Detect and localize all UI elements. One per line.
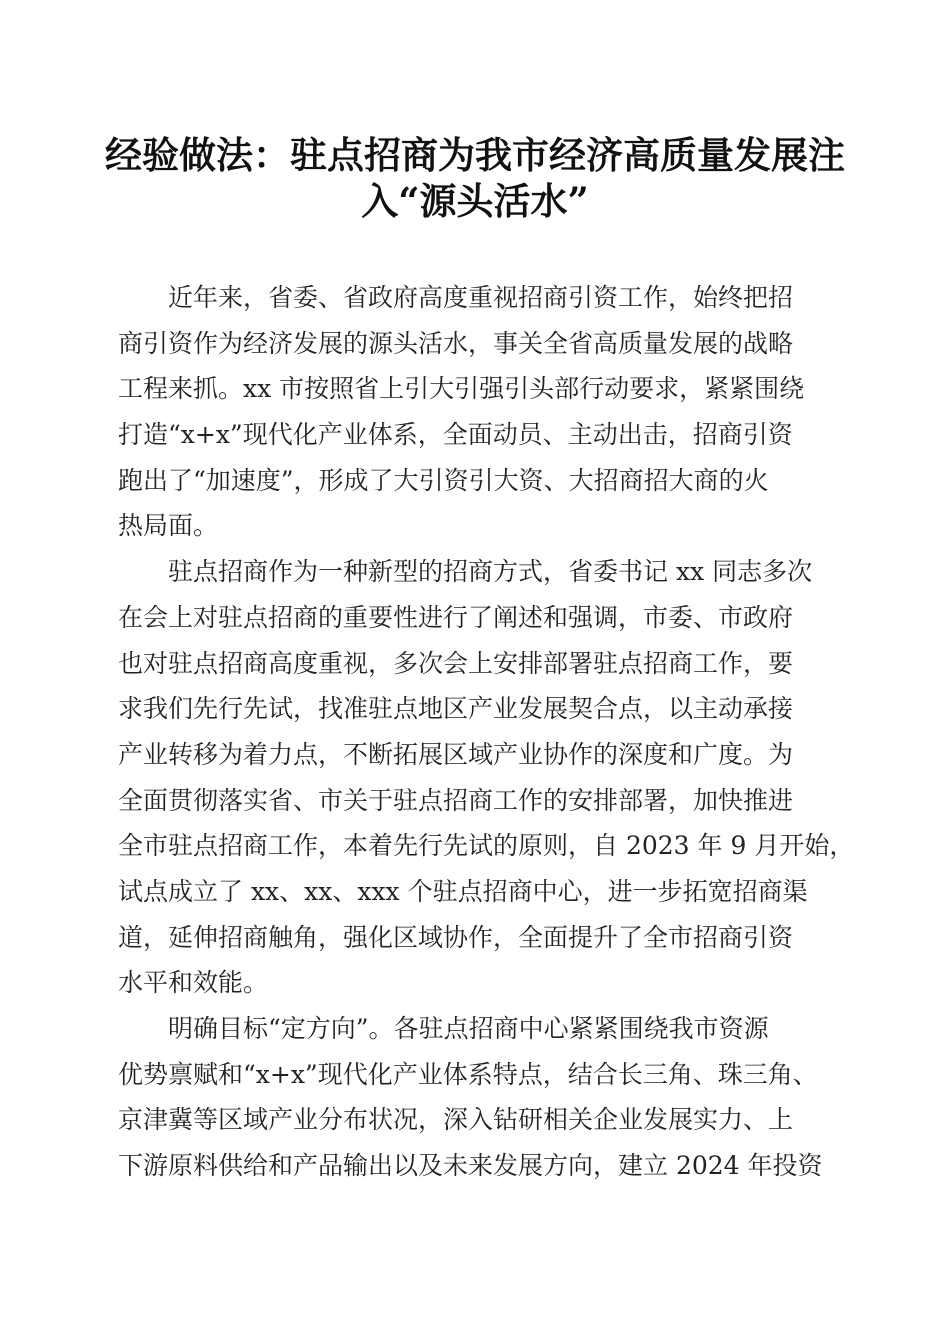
text-line: 优势禀赋和“x+x”现代化产业体系特点，结合长三角、珠三角、 [118,1059,818,1089]
text-line: 水平和效能。 [118,968,269,998]
text-line: 打造“x+x”现代化产业体系，全面动员、主动出击，招商引资 [118,420,793,450]
text-line: 跑出了“加速度”，形成了大引资引大资、大招商招大商的火 [118,465,769,495]
text-line: 驻点招商作为一种新型的招商方式，省委书记 xx 同志多次 [118,557,813,587]
text-line: 求我们先行先试，找准驻点地区产业发展契合点，以主动承接 [118,694,794,724]
text-line: 京津冀等区域产业分布状况，深入钻研相关企业发展实力、上 [118,1105,794,1135]
text-line: 工程来抓。xx 市按照省上引大引强引头部行动要求，紧紧围绕 [118,374,805,404]
title-line-2: 入“源头活水” [361,179,589,223]
paragraph-3 [118,1006,838,1189]
text-line: 全面贯彻落实省、市关于驻点招商工作的安排部署，加快推进 [118,785,794,815]
text-line: 也对驻点招商高度重视，多次会上安排部署驻点招商工作，要 [118,648,794,678]
document-body [118,275,855,1189]
paragraph-1 [118,275,838,549]
text-line: 热局面。 [118,511,219,541]
text-line: 下游原料供给和产品输出以及未来发展方向，建立 2024 年投资 [118,1151,823,1181]
text-line: 商引资作为经济发展的源头活水，事关全省高质量发展的战略 [118,328,794,358]
text-line: 产业转移为着力点，不断拓展区域产业协作的深度和广度。为 [118,739,794,769]
title-line-1: 经验做法：驻点招商为我市经济高质量发展注 [105,133,845,177]
document-title [100,132,850,224]
text-line: 近年来，省委、省政府高度重视招商引资工作，始终把招 [118,283,794,312]
text-line: 试点成立了 xx、xx、xxx 个驻点招商中心，进一步拓宽招商渠 [118,876,808,906]
text-line: 在会上对驻点招商的重要性进行了阐述和强调，市委、市政府 [118,602,794,632]
text-line: 全市驻点招商工作，本着先行先试的原则，自 2023 年 9 月开始， [118,831,855,861]
text-line: 道，延伸招商触角，强化区域协作，全面提升了全市招商引资 [118,922,794,952]
paragraph-2 [118,549,855,1006]
text-line: 明确目标“定方向”。各驻点招商中心紧紧围绕我市资源 [118,1014,769,1043]
